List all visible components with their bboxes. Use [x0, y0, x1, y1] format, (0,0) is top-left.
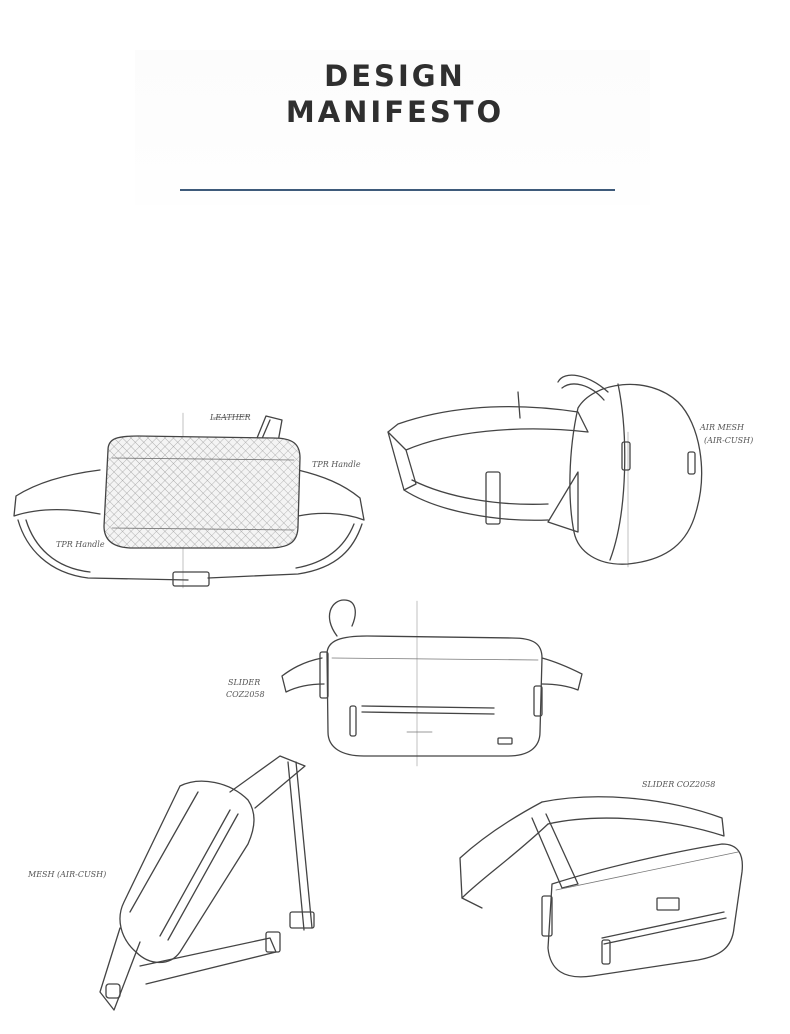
annotation-leather: LEATHER [210, 413, 251, 422]
title-line-1: DESIGN [324, 59, 466, 93]
bag-back-sketch [8, 408, 373, 593]
bag-tilted-sketch [80, 752, 320, 1022]
title-divider [180, 189, 615, 191]
bag-front-sketch [272, 596, 592, 771]
annotation-air-mesh: AIR MESH [700, 423, 744, 432]
annotation-slider-code: COZ2058 [226, 690, 265, 699]
annotation-tpr-handle-1: TPR Handle [312, 460, 361, 469]
annotation-slider: SLIDER [228, 678, 261, 687]
annotation-slider-code-2: SLIDER COZ2058 [642, 780, 716, 789]
bag-side-sketch [378, 372, 708, 572]
annotation-tpr-handle-2: TPR Handle [56, 540, 105, 549]
page-title [0, 58, 790, 130]
annotation-air-cush: (AIR-CUSH) [704, 436, 754, 445]
title-line-2: MANIFESTO [285, 95, 505, 129]
annotation-mesh-air-cush: MESH (AIR-CUSH) [28, 870, 107, 879]
bag-angled-sketch [452, 788, 752, 983]
